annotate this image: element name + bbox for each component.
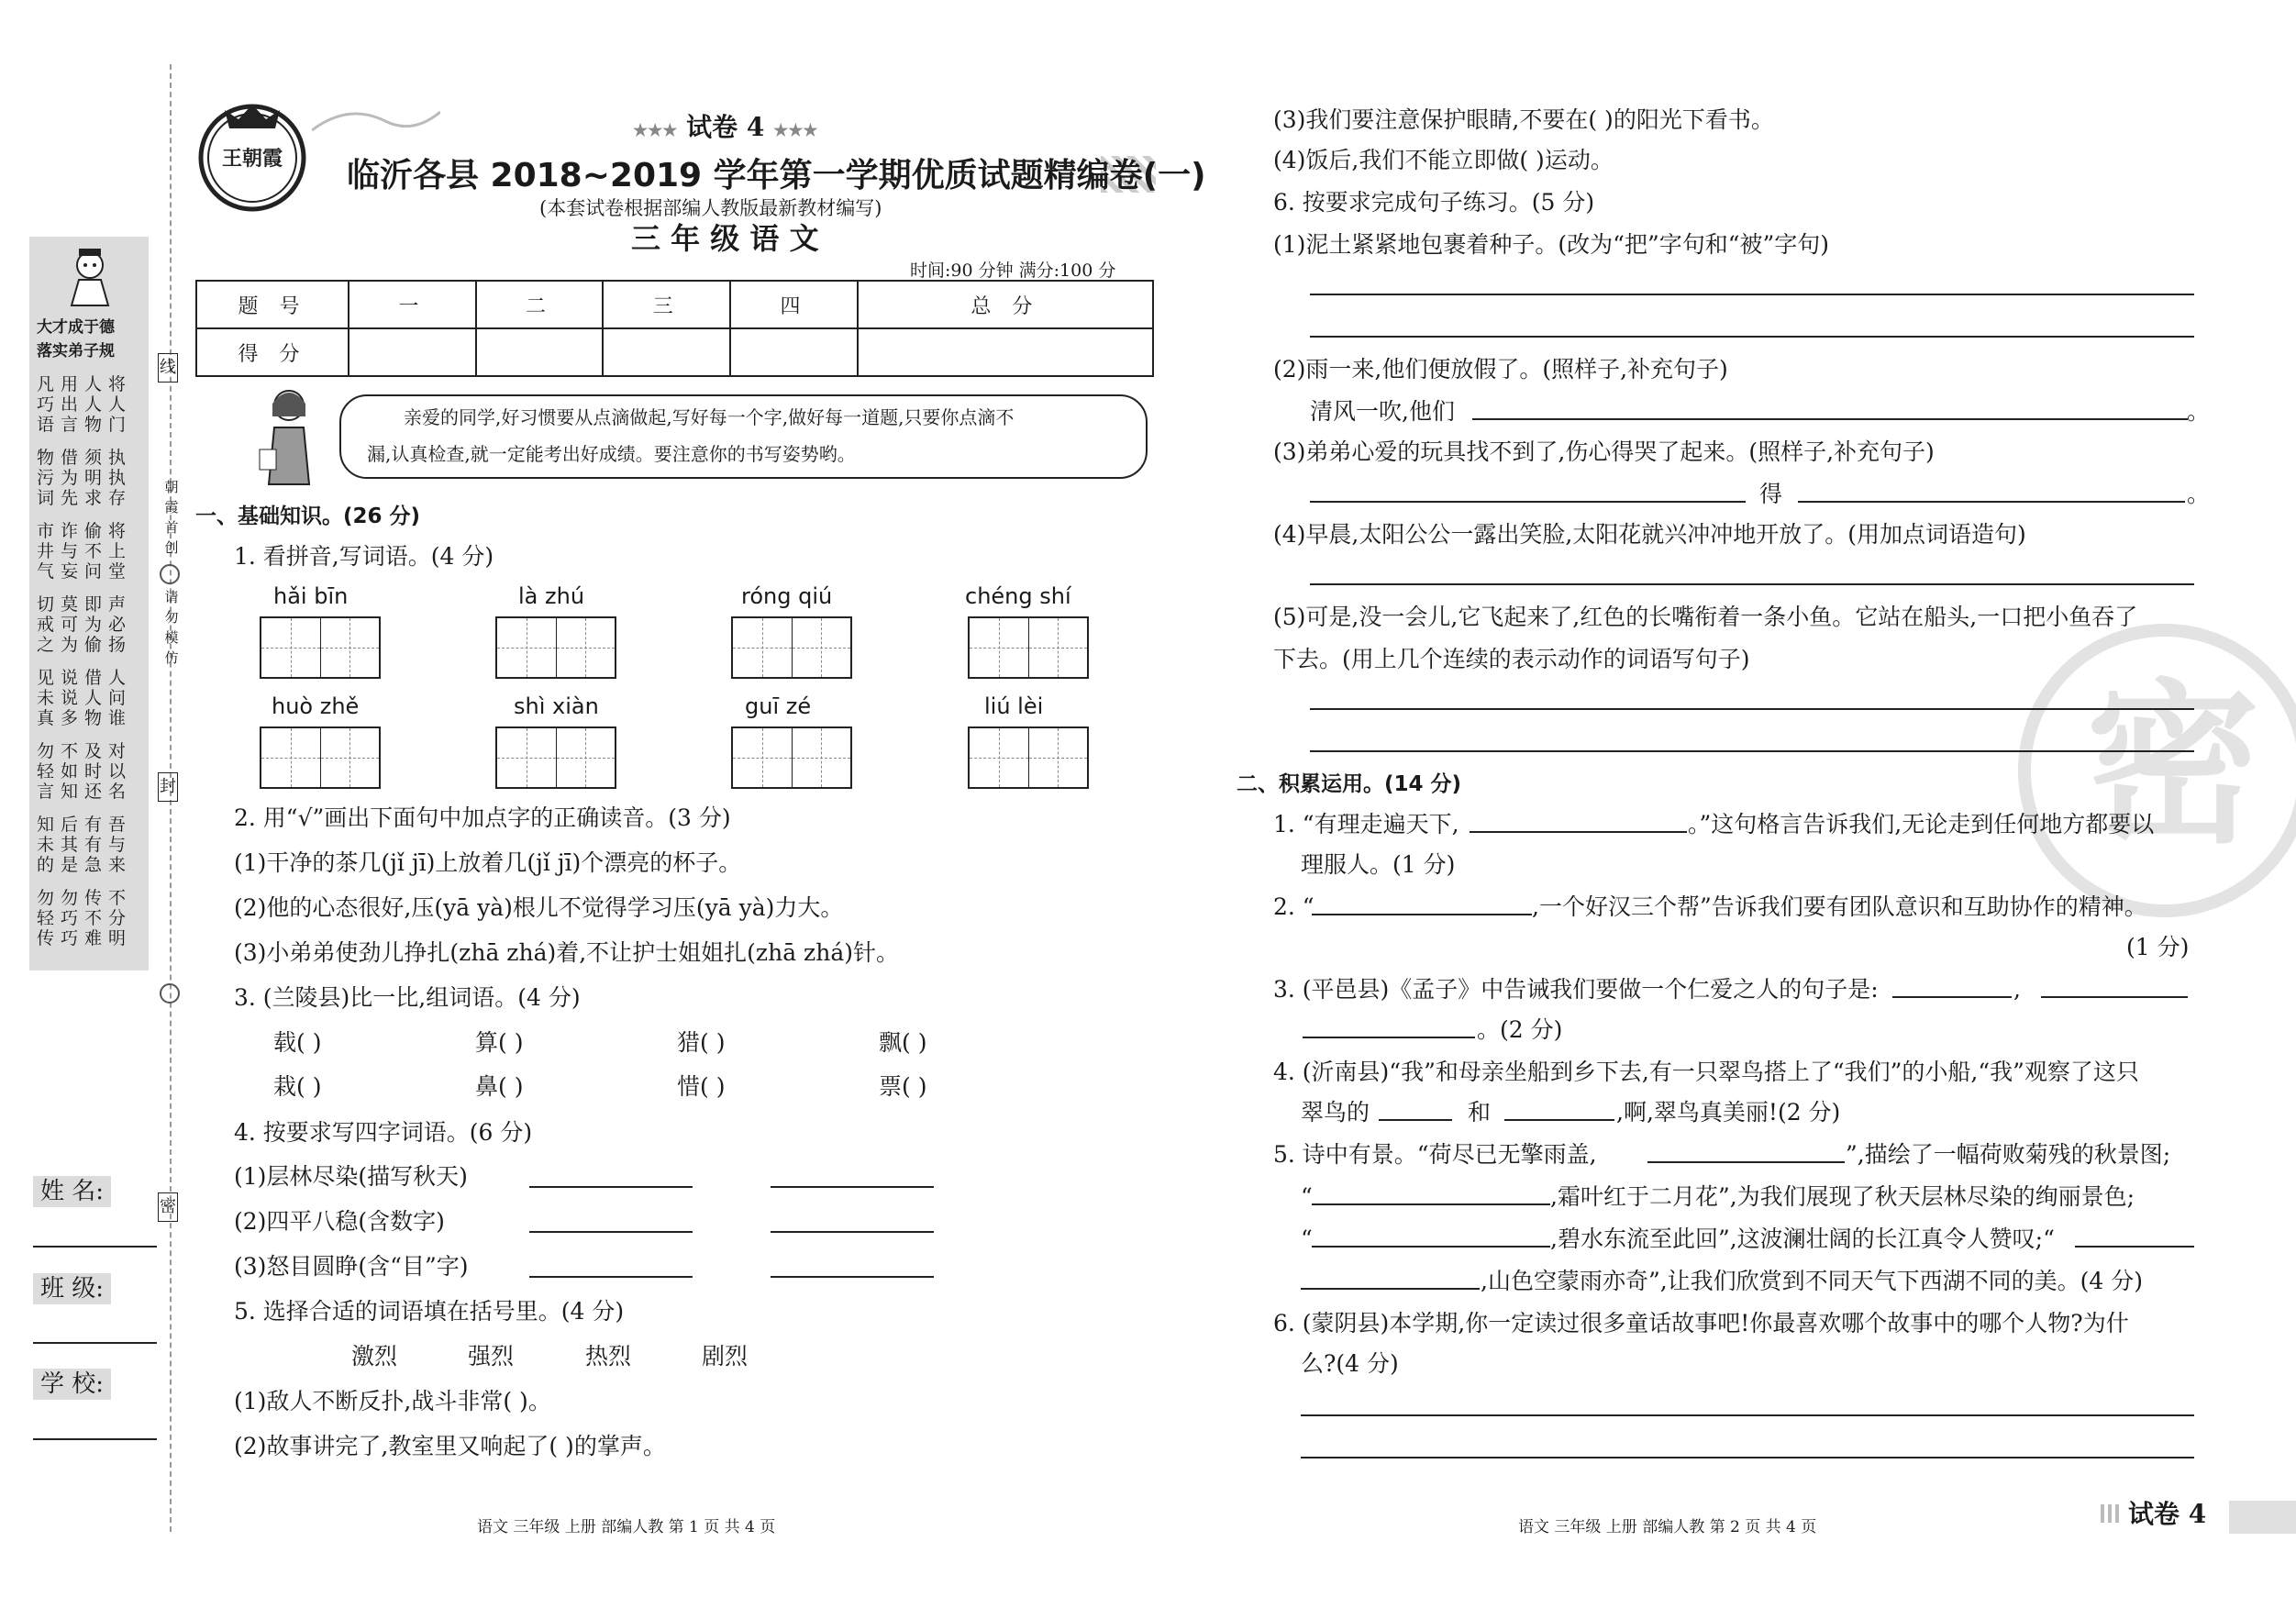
answer-line[interactable] [1472, 418, 2188, 420]
open-quote: “ [1301, 1225, 1313, 1252]
binding-hole-icon [160, 983, 180, 1004]
answer-line[interactable] [1301, 1414, 2194, 1416]
p4-part-b: 翠鸟的 [1301, 1099, 1370, 1126]
p5-part-c: ,霜叶红于二月花”,为我们展现了秋天层林尽染的绚丽景色; [1550, 1183, 2135, 1210]
pinyin-6: shì xiàn [514, 693, 599, 719]
writing-grid[interactable] [731, 616, 852, 679]
corner-grey-block [2229, 1501, 2296, 1534]
answer-line[interactable] [1310, 583, 2194, 585]
score-table-header: 三 [603, 281, 730, 328]
score-table-header: 题 号 [196, 281, 349, 328]
binding-label-line: 线 [158, 353, 178, 383]
answer-line[interactable] [529, 1231, 693, 1233]
question-2-item-1: (1)干净的茶几(jǐ jī)上放着几(jǐ jī)个漂亮的杯子。 [234, 849, 742, 876]
binding-hole-icon [160, 564, 180, 584]
answer-line[interactable] [1892, 996, 2012, 998]
answer-line[interactable] [2041, 996, 2188, 998]
question-6-item-5-line-1: (5)可是,没一会儿,它飞起来了,红色的长嘴衔着一条小鱼。它站在船头,一口把小鱼吞了 [1273, 604, 2138, 630]
p5-part-d: ,碧水东流至此回”,这波澜壮阔的长江真令人赞叹;“ [1550, 1225, 2055, 1252]
answer-line[interactable] [1470, 831, 1687, 833]
question-4: 4. 按要求写四字词语。(6 分) [234, 1119, 533, 1146]
question-6-item-4: (4)早晨,太阳公公一露出笑脸,太阳花就兴冲冲地开放了。(用加点词语造句) [1273, 521, 2026, 548]
score-cell[interactable] [603, 328, 730, 376]
intro-line-2: 漏,认真检查,就一定能考出好成绩。要注意你的书写姿势哟。 [367, 443, 856, 465]
q3-item[interactable]: 猎( ) [677, 1029, 726, 1056]
question-4-item-1: (1)层林尽染(描写秋天) [234, 1163, 468, 1190]
writing-grid[interactable] [968, 616, 1089, 679]
p2-part-a: 2. “ [1273, 893, 1314, 920]
p1-part-a: 1. “有理走遍天下, [1273, 811, 1459, 837]
score-cell[interactable] [858, 328, 1153, 376]
sidebar-poem-columns: 凡 巧 语 用 出 言 人 人 物 将 人 门 物 污 词 借 为 先 须 明 求 执 执 存 市 井 气 诈 与 妄 偷 不 问 将 上 堂 切 戒 之 莫 可 为 即 为 偷 声 必 扬 见 未 真 说 说 多 借 人 物 人 问 谁 勿 轻 言 不 如 知 及 时 还 对 以 名 知 未 的 后 其 是 有 有 急 吾 与 来 勿 轻 传 勿 巧 巧 传 不 难 不 分 明 [37, 374, 127, 948]
answer-line[interactable] [771, 1186, 934, 1188]
question-5: 5. 选择合适的词语填在括号里。(4 分) [234, 1298, 625, 1325]
score-cell[interactable] [476, 328, 604, 376]
answer-line[interactable] [1301, 1288, 1480, 1290]
pinyin-7: guī zé [745, 693, 812, 719]
paper-subtitle: (本套试卷根据部编人教版最新教材编写) [539, 197, 882, 219]
answer-line[interactable] [1647, 1161, 1845, 1163]
page-2-footer: 语文 三年级 上册 部编人教 第 2 页 共 4 页 [1518, 1518, 1817, 1536]
logo-text: 王朝霞 [221, 147, 283, 171]
p4-part-a: 4. (沂南县)“我”和母亲坐船到乡下去,有一只翠鸟搭上了“我们”的小船,“我”观察了这只 [1273, 1059, 2139, 1085]
question-1: 1. 看拼音,写词语。(4 分) [234, 543, 494, 570]
question-6-item-2: (2)雨一来,他们便放假了。(照样子,补充句子) [1273, 356, 1728, 383]
secret-stamp [2018, 624, 2296, 917]
answer-line[interactable] [1310, 294, 2194, 295]
score-table-header: 一 [349, 281, 476, 328]
school-label: 学 校: [33, 1369, 111, 1400]
section-1-heading: 一、基础知识。(26 分) [195, 505, 421, 528]
secret-stamp-text: 密 [2086, 662, 2261, 867]
page-1-footer: 语文 三年级 上册 部编人教 第 1 页 共 4 页 [477, 1518, 776, 1536]
question-6-item-3: (3)弟弟心爱的玩具找不到了,伤心得哭了起来。(照样子,补充句子) [1273, 438, 1935, 465]
p2-part-c: (1 分) [2126, 934, 2190, 960]
answer-line[interactable] [1301, 1457, 2194, 1458]
paper-number-label: ★★★ 试卷 4 ★★★ [633, 112, 818, 142]
q3-item[interactable]: 票( ) [879, 1073, 927, 1100]
corner-decoration [2101, 1504, 2119, 1523]
writing-grid[interactable] [968, 726, 1089, 789]
period-mark: 。 [2187, 398, 2211, 425]
p5-part-b: ”,描绘了一幅荷败菊残的秋景图; [1846, 1141, 2171, 1168]
score-table-header: 总 分 [858, 281, 1153, 328]
answer-line[interactable] [771, 1231, 934, 1233]
class-input-line[interactable] [33, 1342, 157, 1344]
answer-line[interactable] [1312, 914, 1532, 915]
sidebar-motto-top2: 落实弟子规 [37, 342, 115, 360]
p6-part-a: 6. (蒙阴县)本学期,你一定读过很多童话故事吧!你最喜欢哪个故事中的哪个人物?为什 [1273, 1310, 2129, 1336]
score-table [195, 280, 1154, 377]
q5-word: 热烈 [585, 1343, 632, 1370]
teacher-figure-icon [252, 385, 326, 486]
question-6: 6. 按要求完成句子练习。(5 分) [1273, 189, 1595, 216]
time-info: 时间:90 分钟 满分:100 分 [910, 261, 1116, 281]
answer-line[interactable] [529, 1186, 693, 1188]
subject-title: 三 年 级 语 文 [631, 221, 819, 256]
question-5-item-4: (4)饭后,我们不能立即做( )运动。 [1273, 147, 1614, 173]
scholar-figure-icon [53, 243, 127, 307]
sidebar-motto-top: 大才成于德 [37, 318, 115, 337]
answer-line[interactable] [1798, 501, 2185, 503]
p1-part-b: 。”这句格言告诉我们,无论走到任何地方都要以 [1688, 811, 2155, 837]
question-6-item-5-line-2: 下去。(用上几个连续的表示动作的词语写句子) [1273, 646, 1750, 672]
class-label: 班 级: [33, 1273, 111, 1304]
pinyin-4: chéng shí [965, 583, 1071, 609]
score-table-header: 四 [730, 281, 858, 328]
section-2-heading: 二、积累运用。(14 分) [1237, 772, 1462, 796]
score-cell[interactable] [730, 328, 858, 376]
open-quote: “ [1301, 1183, 1313, 1210]
p4-part-c: 和 [1468, 1099, 1492, 1126]
p1-part-c: 理服人。(1 分) [1301, 851, 1456, 878]
question-2-item-2: (2)他的心态很好,压(yā yà)根儿不觉得学习压(yā yà)力大。 [234, 894, 844, 921]
question-4-item-2: (2)四平八稳(含数字) [234, 1208, 445, 1235]
binding-label-secret: 密 [158, 1192, 178, 1222]
score-table-header: 二 [476, 281, 604, 328]
p3-part-c: 。(2 分) [1477, 1016, 1563, 1043]
q5-word: 强烈 [468, 1343, 515, 1370]
question-6-item-2-prompt: 清风一吹,他们 [1310, 398, 1455, 425]
question-5-item-1: (1)敌人不断反扑,战斗非常( )。 [234, 1388, 551, 1414]
question-5-item-3: (3)我们要注意保护眼睛,不要在( )的阳光下看书。 [1273, 106, 1774, 133]
p2-part-b: ,一个好汉三个帮”告诉我们要有团队意识和互助协作的精神。 [1532, 893, 2147, 920]
answer-line[interactable] [2075, 1246, 2194, 1248]
answer-line[interactable] [1310, 750, 2194, 752]
question-5-item-2: (2)故事讲完了,教室里又响起了( )的掌声。 [234, 1433, 666, 1459]
writing-grid[interactable] [731, 726, 852, 789]
q3-item[interactable]: 载( ) [273, 1029, 322, 1056]
p6-part-b: 么?(4 分) [1301, 1350, 1399, 1377]
q3-item[interactable]: 栽( ) [273, 1073, 322, 1100]
answer-line[interactable] [1312, 1246, 1550, 1248]
header-decoration-swirl [312, 103, 440, 139]
answer-line[interactable] [529, 1276, 693, 1278]
name-label: 姓 名: [33, 1176, 111, 1207]
answer-line[interactable] [1312, 1203, 1550, 1205]
intro-line-1: 亲爱的同学,好习惯要从点滴做起,写好每一个字,做好每一道题,只要你点滴不 [404, 406, 1015, 428]
question-3: 3. (兰陵县)比一比,组词语。(4 分) [234, 984, 581, 1011]
binding-vertical-text-1: 朝霞首创 [164, 479, 179, 556]
pinyin-3: róng qiú [741, 583, 833, 609]
p3-part-b: , [2013, 976, 2021, 1003]
binding-vertical-text-2: 请勿模仿 [164, 589, 179, 666]
question-4-item-3: (3)怒目圆睁(含“目”字) [234, 1253, 469, 1280]
q5-word: 激烈 [351, 1343, 398, 1370]
p5-part-a: 5. 诗中有景。“荷尽已无擎雨盖, [1273, 1141, 1597, 1168]
pinyin-2: là zhú [518, 583, 585, 609]
question-6-item-3-prompt: 得 [1759, 481, 1783, 507]
q5-word: 剧烈 [702, 1343, 749, 1370]
answer-line[interactable] [1310, 501, 1746, 503]
answer-line[interactable] [1303, 1037, 1475, 1038]
writing-grid[interactable] [495, 726, 616, 789]
question-2-item-3: (3)小弟弟使劲儿挣扎(zhā zhá)着,不让护士姐姐扎(zhā zhá)针。 [234, 939, 899, 966]
writing-grid[interactable] [495, 616, 616, 679]
answer-line[interactable] [1310, 336, 2194, 338]
writing-grid[interactable] [260, 726, 381, 789]
name-input-line[interactable] [33, 1246, 157, 1248]
answer-line[interactable] [1504, 1119, 1614, 1121]
p5-part-e: ,山色空蒙雨亦奇”,让我们欣赏到不同天气下西湖不同的美。(4 分) [1481, 1268, 2144, 1294]
q3-item[interactable]: 鼻( ) [475, 1073, 524, 1100]
paper-title: 临沂各县 2018~2019 学年第一学期优质试题精编卷(一) [347, 157, 1206, 194]
pinyin-5: huò zhě [272, 693, 360, 719]
p3-part-a: 3. (平邑县)《孟子》中告诫我们要做一个仁爱之人的句子是: [1273, 976, 1879, 1003]
q3-item[interactable]: 惜( ) [677, 1073, 726, 1100]
binding-label-seal: 封 [158, 772, 178, 802]
question-6-item-1: (1)泥土紧紧地包裹着种子。(改为“把”字句和“被”字句) [1273, 231, 1830, 258]
logo-emblem [188, 92, 316, 220]
writing-grid[interactable] [260, 616, 381, 679]
p4-part-d: ,啊,翠鸟真美丽!(2 分) [1616, 1099, 1841, 1126]
score-table-header: 得 分 [196, 328, 349, 376]
pinyin-8: liú lèi [984, 693, 1044, 719]
school-input-line[interactable] [33, 1438, 157, 1440]
answer-line[interactable] [771, 1276, 934, 1278]
answer-line[interactable] [1379, 1119, 1452, 1121]
question-2: 2. 用“√”画出下面句中加点字的正确读音。(3 分) [234, 804, 731, 831]
answer-line[interactable] [1310, 708, 2194, 710]
period-mark: 。 [2187, 481, 2211, 507]
q3-item[interactable]: 飘( ) [879, 1029, 927, 1056]
corner-paper-label: 试卷 4 [2128, 1499, 2207, 1529]
score-cell[interactable] [349, 328, 476, 376]
pinyin-1: hǎi bīn [273, 583, 349, 609]
q3-item[interactable]: 算( ) [475, 1029, 524, 1056]
